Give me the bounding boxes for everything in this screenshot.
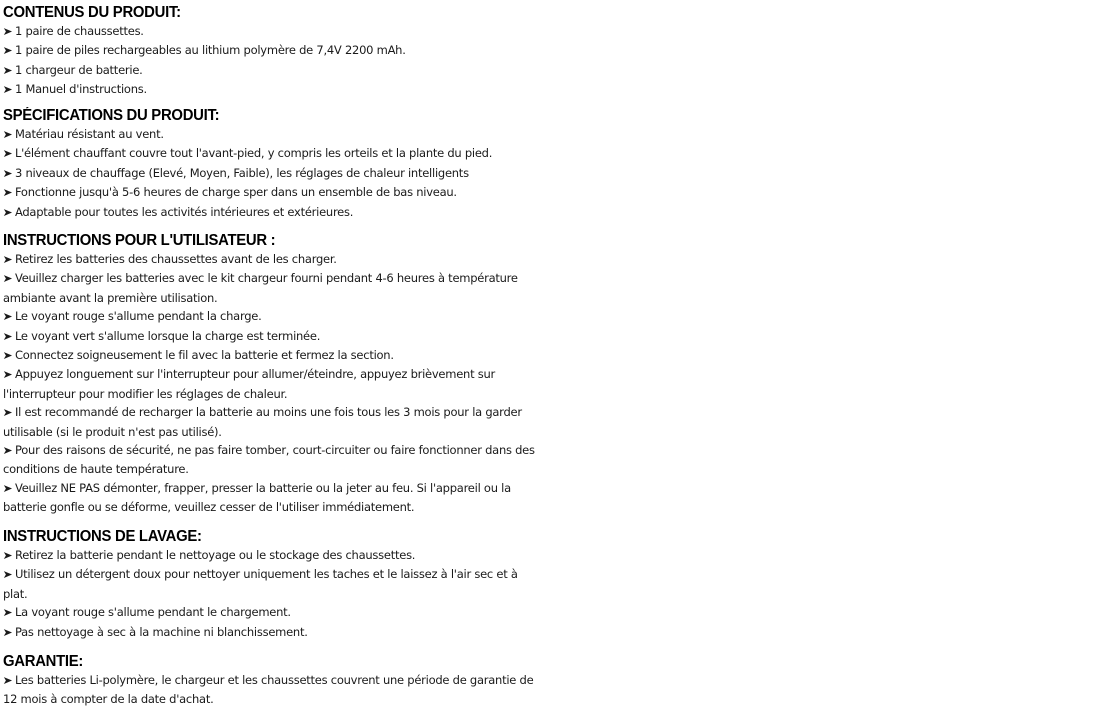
list-item-text: Les batteries Li-polymère, le chargeur et les chaussettes couvrent une période de garantie de 12 mois à compter de la date d'achat. [3,673,534,707]
section-title-contenus: CONTENUS DU PRODUIT: [3,4,181,21]
list-item [3,623,543,642]
list-item-text: Veuillez charger les batteries avec le kit chargeur fourni pendant 4-6 heures à température ambiante avant la première utilisation. [3,271,518,305]
list-item-text: Fonctionne jusqu'à 5-6 heures de charge sper dans un ensemble de bas niveau. [14,185,457,200]
arrow-bullet-icon: ➤ [2,549,13,562]
list-item [3,403,543,441]
list-item [3,365,543,403]
list-item [3,546,543,565]
arrow-bullet-icon: ➤ [2,44,13,58]
section-lavage [3,528,543,642]
list-item-text: Retirez les batteries des chaussettes avant de les charger. [14,252,337,266]
list-item [3,164,492,183]
arrow-bullet-icon: ➤ [2,186,13,200]
list-item [3,41,406,60]
list-item [3,671,543,709]
arrow-bullet-icon: ➤ [2,674,13,687]
section-instructions [3,232,543,517]
section-title-instructions: INSTRUCTIONS POUR L'UTILISATEUR : [3,232,276,249]
arrow-bullet-icon: ➤ [2,349,13,363]
list-item [3,61,406,80]
section-contenus [3,4,406,100]
arrow-bullet-icon: ➤ [2,625,13,639]
list-item [3,269,543,307]
section-title-lavage: INSTRUCTIONS DE LAVAGE: [3,528,202,545]
arrow-bullet-icon: ➤ [2,253,13,266]
specifications-list [3,125,492,222]
arrow-bullet-icon: ➤ [2,63,13,77]
list-item-text: 1 paire de piles rechargeables au lithium polymère de 7,4V 2200 mAh. [14,43,406,58]
list-item-text: Le voyant vert s'allume lorsque la charge est terminée. [14,328,321,343]
arrow-bullet-icon: ➤ [2,205,13,219]
list-item [3,144,492,163]
list-item-text: Le voyant rouge s'allume pendant la charge. [14,309,262,324]
instructions-list [3,250,543,517]
section-title-specifications: SPÉCIFICATIONS DU PRODUIT: [3,107,220,124]
arrow-bullet-icon: ➤ [2,166,13,180]
list-item [3,346,543,365]
arrow-bullet-icon: ➤ [2,406,13,420]
arrow-bullet-icon: ➤ [2,368,13,382]
arrow-bullet-icon: ➤ [2,25,13,38]
list-item-text: 1 Manuel d'instructions. [14,82,147,97]
list-item-text: Utilisez un détergent doux pour nettoyer uniquement les taches et le laissez à l'air sec et à plat. [3,567,518,601]
list-item [3,603,543,622]
list-item [3,183,492,202]
list-item-text: Retirez la batterie pendant le nettoyage ou le stockage des chaussettes. [14,548,416,562]
list-item-text: 1 chargeur de batterie. [14,62,143,77]
list-item-text: 1 paire de chaussettes. [14,24,144,38]
list-item [3,125,492,144]
list-item [3,22,406,41]
list-item-text: Pas nettoyage à sec à la machine ni blanchissement. [14,624,308,639]
list-item-text: Pour des raisons de sécurité, ne pas faire tomber, court-circuiter ou faire fonctionner dans des conditions de haute température. [3,443,535,477]
list-item [3,250,543,269]
arrow-bullet-icon: ➤ [2,128,13,141]
arrow-bullet-icon: ➤ [2,310,13,324]
list-item-text: Il est recommandé de recharger la batterie au moins une fois tous les 3 mois pour la garder utilisable (si le produit n'est pas utilisé). [3,405,522,439]
list-item-text: Connectez soigneusement le fil avec la batterie et fermez la section. [14,348,394,363]
list-item-text: L'élément chauffant couvre tout l'avant-pied, y compris les orteils et la plante du pied. [14,146,493,161]
arrow-bullet-icon: ➤ [2,568,13,582]
list-item-text: Matériau résistant au vent. [14,127,164,141]
arrow-bullet-icon: ➤ [2,83,13,97]
list-item [3,441,543,479]
list-item [3,565,543,603]
list-item-text: Appuyez longuement sur l'interrupteur pour allumer/éteindre, appuyez brièvement sur l'interrupteur pour modifier les réglages de chaleur. [3,367,495,401]
section-title-garantie: GARANTIE: [3,653,84,670]
list-item-text: Veuillez NE PAS démonter, frapper, presser la batterie ou la jeter au feu. Si l'appareil ou la batterie gonfle ou se déforme, veuillez cesser de l'utiliser immédiatement. [3,480,511,515]
list-item [3,307,543,326]
list-item [3,80,406,99]
list-item-text: 3 niveaux de chauffage (Elevé, Moyen, Faible), les réglages de chaleur intelligents [14,165,469,180]
arrow-bullet-icon: ➤ [2,272,13,286]
garantie-list [3,671,543,709]
list-item [3,479,543,517]
contenus-list [3,22,406,100]
lavage-list [3,546,543,642]
arrow-bullet-icon: ➤ [2,444,13,458]
section-specifications [3,107,492,222]
list-item-text: Adaptable pour toutes les activités intérieures et extérieures. [14,204,354,219]
section-garantie [3,653,543,709]
arrow-bullet-icon: ➤ [2,481,13,495]
arrow-bullet-icon: ➤ [2,606,13,620]
list-item-text: La voyant rouge s'allume pendant le chargement. [14,605,291,620]
arrow-bullet-icon: ➤ [2,329,13,343]
list-item [3,327,543,346]
arrow-bullet-icon: ➤ [2,147,13,161]
list-item [3,203,492,222]
